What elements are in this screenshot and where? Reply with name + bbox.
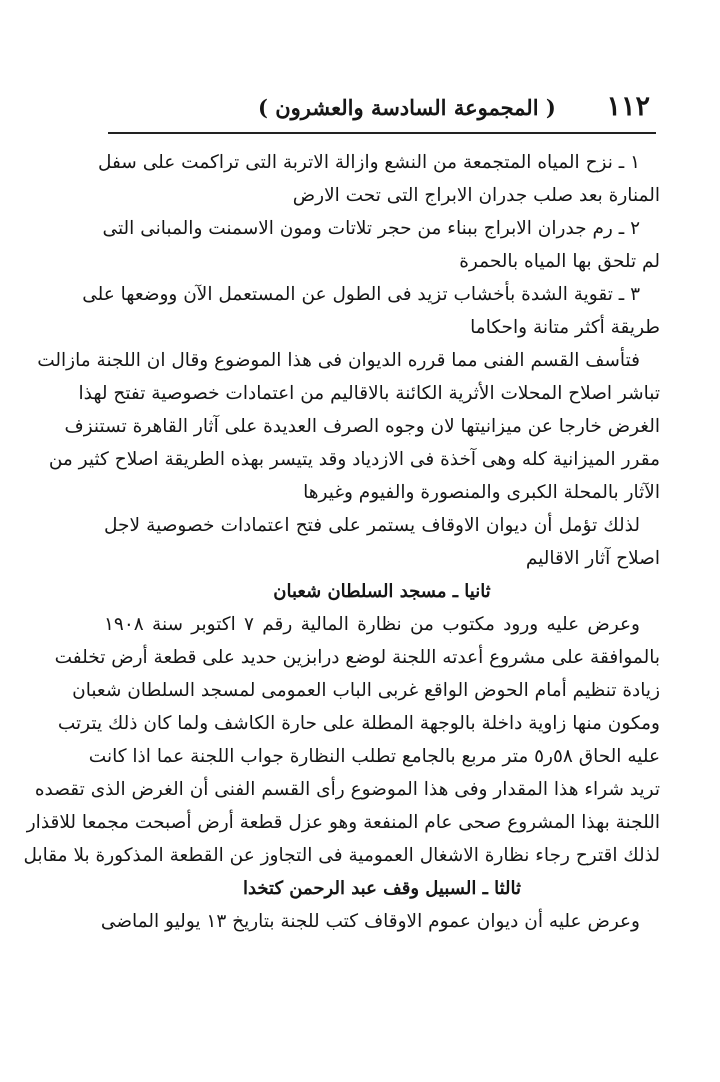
text-line: الغرض خارجا عن ميزانيتها لان وجوه الصرف العديدة على آثار القاهرة تستنزف [64,416,660,437]
text-line: وعرض عليه أن ديوان عموم الاوقاف كتب للجنة بتاريخ ١٣ يوليو الماضى [100,911,640,932]
text-line: فتأسف القسم الفنى مما قرره الديوان فى هذا الموضوع وقال ان اللجنة مازالت [37,350,640,371]
text-line: ٣ ـ تقوية الشدة بأخشاب تزيد فى الطول عن المستعمل الآن ووضعها على [82,284,640,305]
text-line: اللجنة بهذا المشروع صحى عام المنفعة وهو عزل قطعة أرض أصبحت مجمعا للاقذار [26,812,660,833]
text-line: بالموافقة على مشروع أعدته اللجنة لوضع درابزين حديد على قطعة أرض تخلفت [54,647,660,668]
text-line: زيادة تنظيم أمام الحوض الواقع غربى الباب العمومى لمسجد السلطان شعبان [72,680,660,701]
text-line: المنارة بعد صلب جدران الابراج التى تحت الارض [292,185,660,206]
text-line: ومكون منها زاوية داخلة بالوجهة المطلة على حارة الكاشف ولما كان ذلك يترتب [57,713,660,734]
text-line: تريد شراء هذا المقدار وفى هذا الموضوع رأى القسم الفنى أن الغرض الذى تقصده [34,779,660,800]
text-line: ٢ ـ رم جدران الابراج ببناء من حجر تلاتات ومون الاسمنت والمبانى التى [102,218,640,239]
text-line: طريقة أكثر متانة واحكاما [470,317,660,338]
text-line: ١ ـ نزح المياه المتجمعة من النشع وازالة الاتربة التى تراكمت على سفل [97,152,640,173]
section-heading: ثانيا ـ مسجد السلطان شعبان [273,581,491,602]
section-heading: ثالثا ـ السبيل وقف عبد الرحمن كتخدا [242,878,522,899]
text-line: اصلاح آثار الاقاليم [525,548,660,569]
body-text [23,146,660,938]
text-line: مقرر الميزانية كله وهى آخذة فى الازدياد وقد يتيسر بهذه الطريقة اصلاح كثير من [48,449,660,470]
page-header [108,90,656,134]
text-line: لم تلحق بها المياه بالحمرة [459,251,660,272]
text-line: لذلك اقترح رجاء نظارة الاشغال العمومية فى التجاوز عن القطعة المذكورة بلا مقابل [23,845,660,866]
running-title: ( المجموعة السادسة والعشرون ) [258,95,556,120]
page-number: ١١٢ [606,91,650,122]
text-line: لذلك تؤمل أن ديوان الاوقاف يستمر على فتح اعتمادات خصوصية لاجل [104,515,640,536]
text-line: تباشر اصلاح المحلات الأثرية الكائنة بالاقاليم من اعتمادات خصوصية تفتح لهذا [78,383,660,404]
text-line: وعرض عليه ورود مكتوب من نظارة المالية رقم ٧ اكتوبر سنة ١٩٠٨ [104,614,640,635]
text-line: الآثار بالمحلة الكبرى والمنصورة والفيوم وغيرها [303,482,660,503]
text-line: عليه الحاق ٥٨ر٥ متر مربع بالجامع تطلب النظارة جواب اللجنة عما اذا كانت [88,746,660,767]
